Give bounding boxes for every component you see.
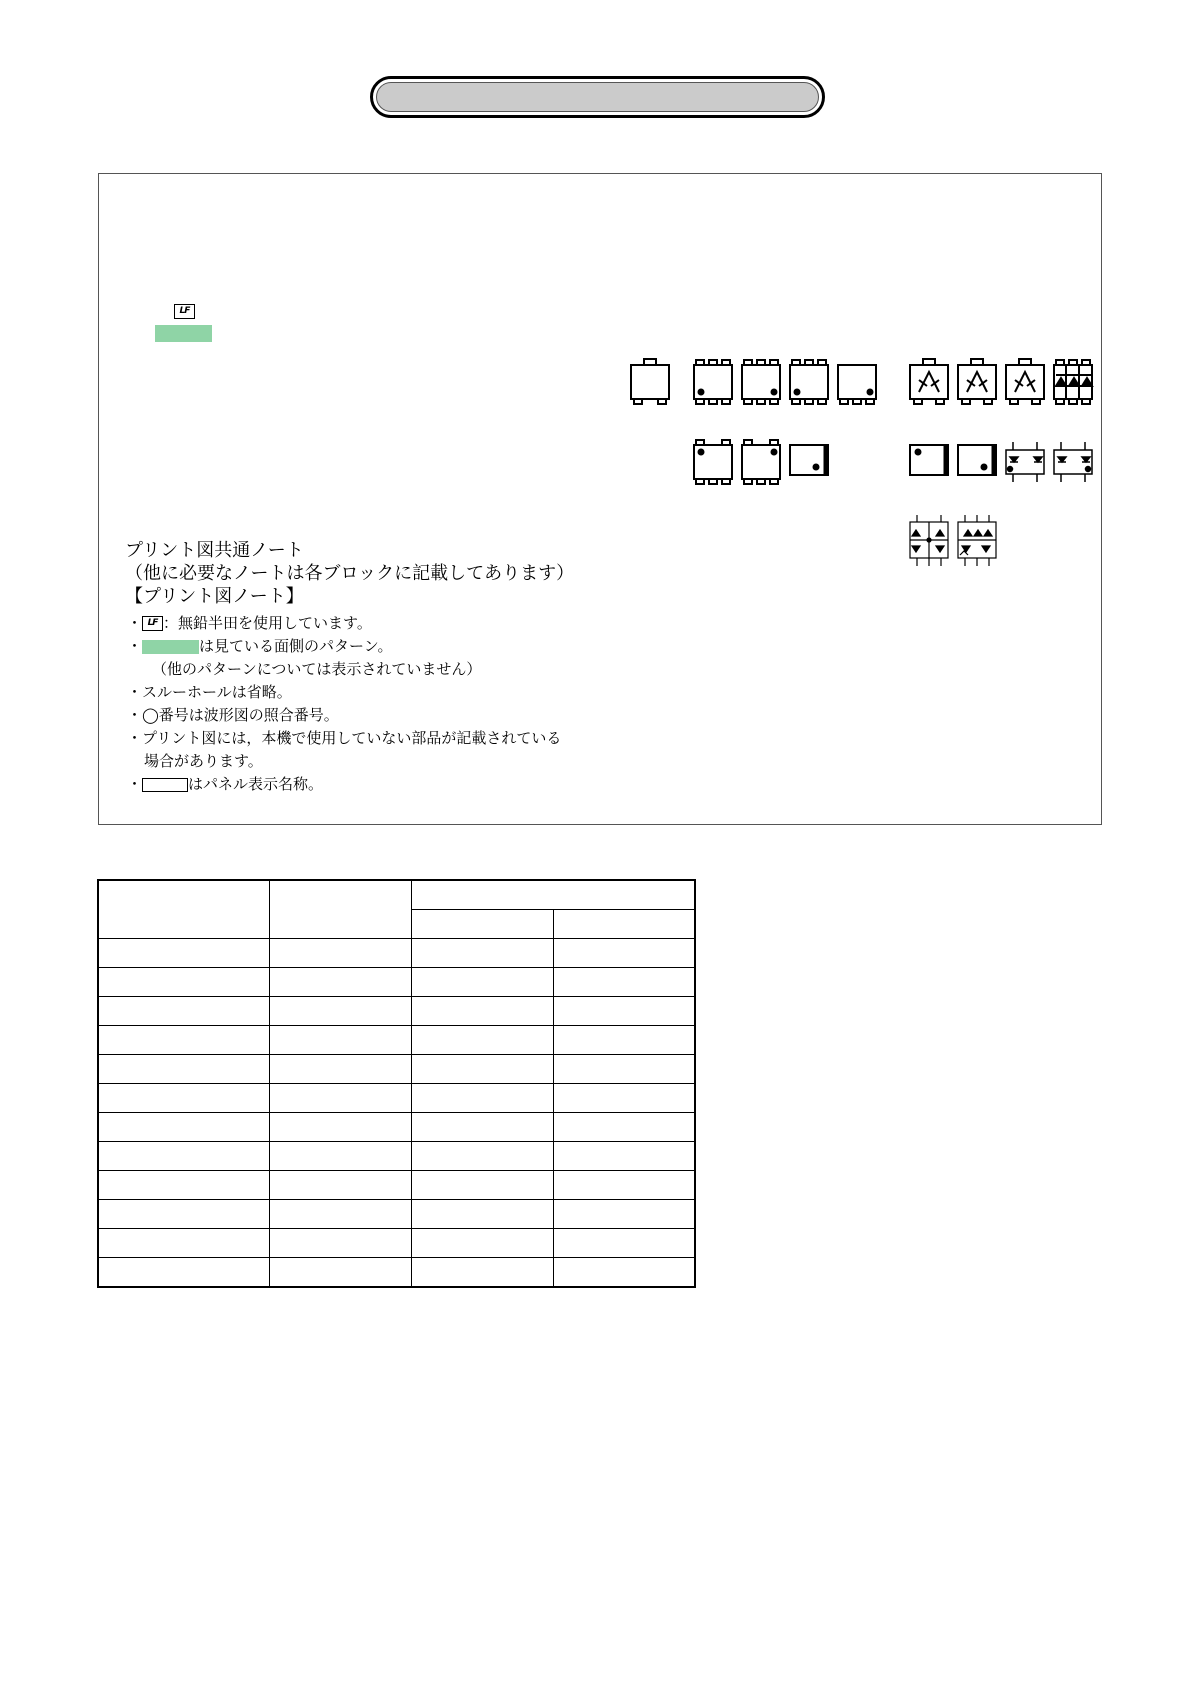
- diode-pair-symbol-2: [1054, 442, 1092, 482]
- table-header-cell: [269, 880, 411, 939]
- table-cell: [98, 1200, 269, 1229]
- transistor-symbol-1: [910, 359, 948, 404]
- table-row: [98, 1113, 695, 1142]
- table-row: [98, 1055, 695, 1084]
- table-cell: [411, 1084, 553, 1113]
- table-cell: [411, 968, 553, 997]
- table-cell: [98, 1084, 269, 1113]
- table-row: [98, 1229, 695, 1258]
- table-cell: [269, 1084, 411, 1113]
- table-cell: [553, 1055, 695, 1084]
- transistor-symbol-2: [958, 359, 996, 404]
- table-cell: [553, 1026, 695, 1055]
- table-row: [98, 939, 695, 968]
- chip-symbol-3: [910, 445, 948, 475]
- table-cell: [553, 1258, 695, 1288]
- table-header-row: [98, 880, 695, 910]
- transistor-symbol-3: [1006, 359, 1044, 404]
- table-cell: [269, 1026, 411, 1055]
- table-cell: [269, 968, 411, 997]
- lead-free-icon: LF: [174, 304, 195, 319]
- bullet: ・: [127, 614, 143, 632]
- table-cell: [269, 1055, 411, 1084]
- bullet: ・: [127, 775, 143, 793]
- ic-symbol-6: [742, 440, 780, 484]
- table-cell: [269, 1200, 411, 1229]
- component-symbols-diagram: [620, 350, 1100, 580]
- data-table: [97, 879, 696, 1288]
- table-row: [98, 1258, 695, 1288]
- chip-symbol-4: [958, 445, 996, 475]
- table-cell: [98, 1142, 269, 1171]
- table-cell: [553, 1229, 695, 1258]
- chip-symbol-2: [790, 445, 828, 475]
- title-banner-fill: [376, 82, 819, 112]
- bullet: ・: [127, 637, 143, 655]
- led-array-symbol-2: [958, 515, 996, 566]
- table-row: [98, 1200, 695, 1229]
- table-row: [98, 997, 695, 1026]
- table-cell: [411, 939, 553, 968]
- note-lead-free-text: ：無鉛半田を使用しています。: [163, 614, 372, 632]
- table-cell: [411, 997, 553, 1026]
- table-header-cell: [411, 910, 553, 939]
- table-cell: [98, 1026, 269, 1055]
- table-cell: [553, 1084, 695, 1113]
- table-row: [98, 968, 695, 997]
- ic-symbol-1: [694, 360, 732, 404]
- lead-free-icon: LF: [142, 616, 163, 631]
- table-cell: [269, 939, 411, 968]
- chip-symbol-1: [631, 359, 669, 404]
- table-cell: [553, 968, 695, 997]
- table-cell: [553, 1200, 695, 1229]
- note-circle-number: ・◯番号は波形図の照合番号。: [127, 706, 339, 724]
- table-header-cell: [98, 880, 269, 939]
- table-cell: [553, 997, 695, 1026]
- table-cell: [269, 1258, 411, 1288]
- table-cell: [553, 939, 695, 968]
- note-pattern-sub: （他のパターンについては表示されていません）: [152, 660, 482, 678]
- note-panel-name-text: はパネル表示名称。: [188, 775, 324, 793]
- table-cell: [98, 997, 269, 1026]
- note-pattern-text: は見ている面側のパターン。: [199, 637, 393, 655]
- table-cell: [411, 1026, 553, 1055]
- note-pattern: [127, 635, 393, 658]
- table-cell: [553, 1142, 695, 1171]
- table-row: [98, 1026, 695, 1055]
- table-cell: [411, 1200, 553, 1229]
- diode-pair-symbol-1: [1006, 442, 1044, 482]
- table-cell: [553, 1171, 695, 1200]
- notes-subheading: （他に必要なノートは各ブロックに記載してあります）: [125, 563, 575, 584]
- diode-array-symbol: [1054, 360, 1092, 404]
- notes-section-title: 【プリント図ノート】: [125, 586, 304, 607]
- table-cell: [98, 968, 269, 997]
- ic-symbol-2: [742, 360, 780, 404]
- panel-name-box: [142, 778, 188, 792]
- table-cell: [411, 1142, 553, 1171]
- table-row: [98, 1084, 695, 1113]
- table-cell: [411, 1113, 553, 1142]
- table-cell: [411, 1171, 553, 1200]
- table-header-cell: [411, 880, 695, 910]
- table-cell: [411, 1229, 553, 1258]
- table-cell: [98, 1229, 269, 1258]
- table-cell: [98, 1113, 269, 1142]
- table-cell: [269, 997, 411, 1026]
- notes-heading: プリント図共通ノート: [125, 540, 304, 561]
- led-array-symbol-1: [910, 515, 948, 566]
- table-cell: [411, 1258, 553, 1288]
- note-through-hole: ・スルーホールは省略。: [127, 683, 292, 701]
- note-unused-parts-cont: 場合があります。: [144, 752, 263, 770]
- pattern-color-swatch: [155, 325, 212, 342]
- table-row: [98, 1142, 695, 1171]
- ic-symbol-3: [790, 360, 828, 404]
- table-header-cell: [553, 910, 695, 939]
- note-unused-parts: ・プリント図には，本機で使用していない部品が記載されている: [127, 729, 562, 747]
- table-cell: [269, 1171, 411, 1200]
- table-cell: [98, 939, 269, 968]
- table-cell: [269, 1142, 411, 1171]
- note-panel-name: [127, 773, 323, 796]
- ic-symbol-4: [838, 365, 876, 404]
- table-cell: [98, 1055, 269, 1084]
- table-cell: [411, 1055, 553, 1084]
- table-cell: [553, 1113, 695, 1142]
- note-lead-free: [127, 612, 372, 635]
- table-cell: [98, 1258, 269, 1288]
- pattern-color-swatch: [142, 640, 199, 654]
- ic-symbol-5: [694, 440, 732, 484]
- table-body: [98, 939, 695, 1288]
- table-cell: [98, 1171, 269, 1200]
- table-row: [98, 1171, 695, 1200]
- table-cell: [269, 1113, 411, 1142]
- title-banner: [370, 76, 825, 118]
- table-cell: [269, 1229, 411, 1258]
